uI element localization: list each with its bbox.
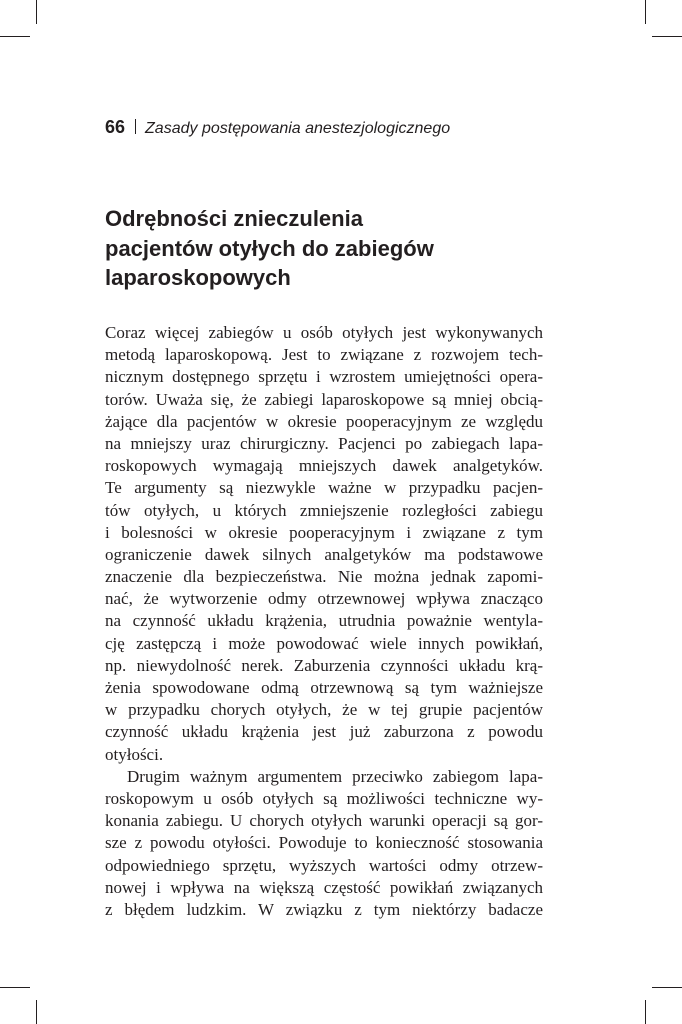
crop-mark-top-right-vertical <box>645 0 646 24</box>
text-line: metodą laparoskopową. Jest to związane z rozwojem tech- <box>105 345 543 365</box>
text-line: konania zabiegu. U chorych otyłych warunki operacji są gor- <box>105 811 543 831</box>
crop-mark-top-left-vertical <box>36 0 37 24</box>
text-line: nać, że wytworzenie odmy otrzewnowej wpływa znacząco <box>105 589 543 609</box>
crop-mark-bottom-right-vertical <box>645 1000 646 1024</box>
text-line: sze z powodu otyłości. Powoduje to konieczność stosowania <box>105 833 543 853</box>
text-line: roskopowych wymagają mniejszych dawek analgetyków. <box>105 456 543 476</box>
text-line: Drugim ważnym argumentem przeciwko zabiegom lapa- <box>127 766 543 786</box>
chapter-title-line: pacjentów otyłych do zabiegów <box>105 235 434 261</box>
crop-mark-bottom-left-horizontal <box>0 987 30 988</box>
text-line: na mniejszy uraz chirurgiczny. Pacjenci po zabiegach lapa- <box>105 433 543 453</box>
chapter-title-line: laparoskopowych <box>105 265 291 290</box>
text-line: znaczenie dla bezpieczeństwa. Nie można jednak zapomi- <box>105 567 543 587</box>
page-number: 66 <box>105 117 126 137</box>
crop-mark-bottom-right-horizontal <box>652 987 682 988</box>
text-line: nowej i wpływa na większą częstość powikłań związanych <box>105 877 543 897</box>
body-text <box>105 322 543 921</box>
text-line: czynność układu krążenia jest już zaburzona z powodu <box>105 722 543 742</box>
text-line: tów otyłych, u których zmniejszenie rozległości zabiegu <box>105 500 543 520</box>
text-line: na czynność układu krążenia, utrudnia poważnie wentyla- <box>105 611 543 631</box>
text-line: np. niewydolność nerek. Zaburzenia czynności układu krą- <box>105 655 543 675</box>
text-line: ograniczenie dawek silnych analgetyków ma podstawowe <box>105 544 543 564</box>
text-line: odpowiedniego sprzętu, wyższych wartości odmy otrzew- <box>105 855 543 875</box>
text-line: i bolesności w okresie pooperacyjnym i związane z tym <box>105 522 543 542</box>
crop-mark-top-right-horizontal <box>652 36 682 37</box>
text-line: w przypadku chorych otyłych, że w tej grupie pacjentów <box>105 700 543 720</box>
text-line: roskopowym u osób otyłych są możliwości techniczne wy- <box>105 788 543 808</box>
header-separator <box>135 119 136 134</box>
crop-mark-top-left-horizontal <box>0 36 30 37</box>
chapter-title-line: Odrębności znieczulenia <box>105 206 363 231</box>
running-header <box>105 116 565 138</box>
paragraph-2 <box>105 766 543 921</box>
text-line: torów. Uważa się, że zabiegi laparoskopowe są mniej obcią- <box>105 389 543 409</box>
text-line: z błędem ludzkim. W związku z tym niektórzy badacze <box>105 899 543 919</box>
crop-mark-bottom-left-vertical <box>36 1000 37 1024</box>
text-line: żające dla pacjentów w okresie pooperacyjnym ze względu <box>105 411 543 431</box>
text-line: otyłości. <box>105 744 164 764</box>
running-title: Zasady postępowania anestezjologicznego <box>145 120 451 137</box>
text-line: żenia spowodowane odmą otrzewnową są tym ważniejsze <box>105 678 543 697</box>
text-line: Coraz więcej zabiegów u osób otyłych jest wykonywanych <box>105 323 543 342</box>
text-line: Te argumenty są niezwykle ważne w przypadku pacjen- <box>105 478 543 498</box>
chapter-title <box>105 204 545 293</box>
text-line: nicznym dostępnego sprzętu i wzrostem umiejętności opera- <box>105 367 543 387</box>
text-line: cję zastępczą i może powodować wiele innych powikłań, <box>105 633 543 653</box>
paragraph-1 <box>105 322 543 766</box>
